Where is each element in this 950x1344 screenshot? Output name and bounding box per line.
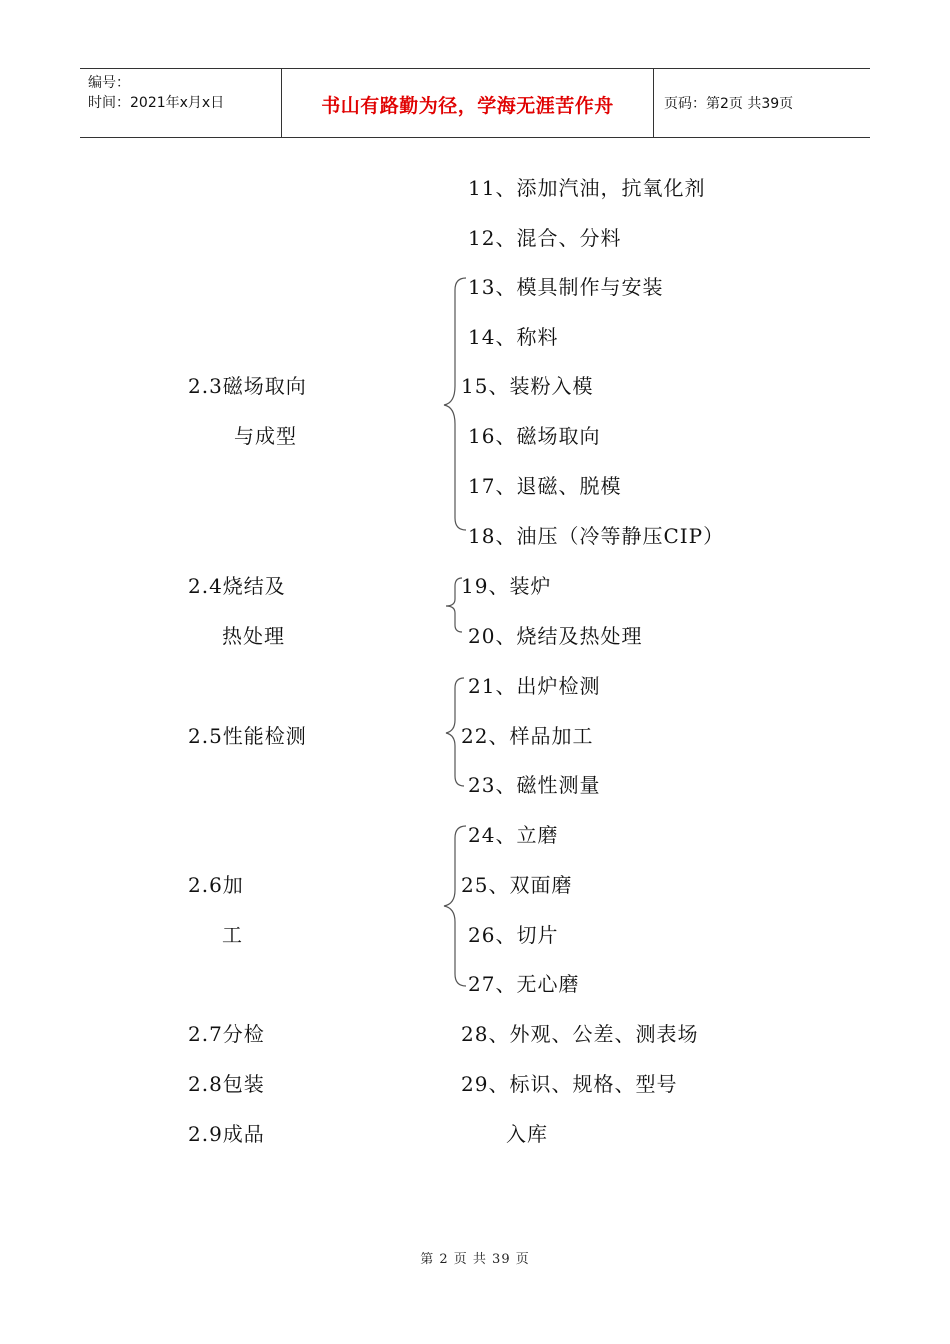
section-2-4-title-cont: 热处理 [222,624,285,648]
section-2-4-title: 2.4烧结及 [188,574,286,598]
section-2-8-title: 2.8包装 [188,1072,265,1096]
brace-section-2-6 [444,826,466,986]
page-footer: 第 2 页 共 39 页 [420,1252,530,1267]
step-item: 29、标识、规格、型号 [461,1072,678,1096]
step-item: 14、称料 [468,325,559,349]
header-page-info: 页码：第2页 共39页 [664,96,794,112]
step-item: 11、添加汽油，抗氧化剂 [468,176,706,200]
step-item: 17、退磁、脱模 [468,474,622,498]
step-item: 19、装炉 [461,574,552,598]
step-item: 27、无心磨 [468,972,580,996]
serial-label: 编号： [88,75,130,91]
section-2-3-title-cont: 与成型 [234,424,297,448]
time-label: 时间：2021年x月x日 [88,95,225,111]
step-item: 20、烧结及热处理 [468,624,643,648]
step-item: 22、样品加工 [461,724,594,748]
step-item: 21、出炉检测 [468,674,601,698]
section-2-9-title: 2.9成品 [188,1122,265,1146]
step-item-cont: 入库 [506,1122,548,1146]
brace-section-2-3 [444,278,466,530]
brace-section-2-5 [446,678,464,786]
step-item: 23、磁性测量 [468,773,601,797]
step-item: 16、磁场取向 [468,424,601,448]
step-item: 18、油压（冷等静压CIP） [468,524,725,548]
section-2-5-title: 2.5性能检测 [188,724,307,748]
section-2-3-title: 2.3磁场取向 [188,374,307,398]
step-item: 13、模具制作与安装 [468,275,664,299]
step-item: 25、双面磨 [461,873,573,897]
step-item: 26、切片 [468,923,559,947]
section-2-7-title: 2.7分检 [188,1022,265,1046]
header-motto: 书山有路勤为径，学海无涯苦作舟 [321,95,614,117]
step-item: 24、立磨 [468,823,559,847]
step-item: 12、混合、分料 [468,226,622,250]
section-2-6-title-cont: 工 [222,923,243,947]
step-item: 28、外观、公差、测表场 [461,1022,699,1046]
brace-section-2-4 [446,578,462,632]
section-2-6-title: 2.6加 [188,873,244,897]
step-item: 15、装粉入模 [461,374,594,398]
